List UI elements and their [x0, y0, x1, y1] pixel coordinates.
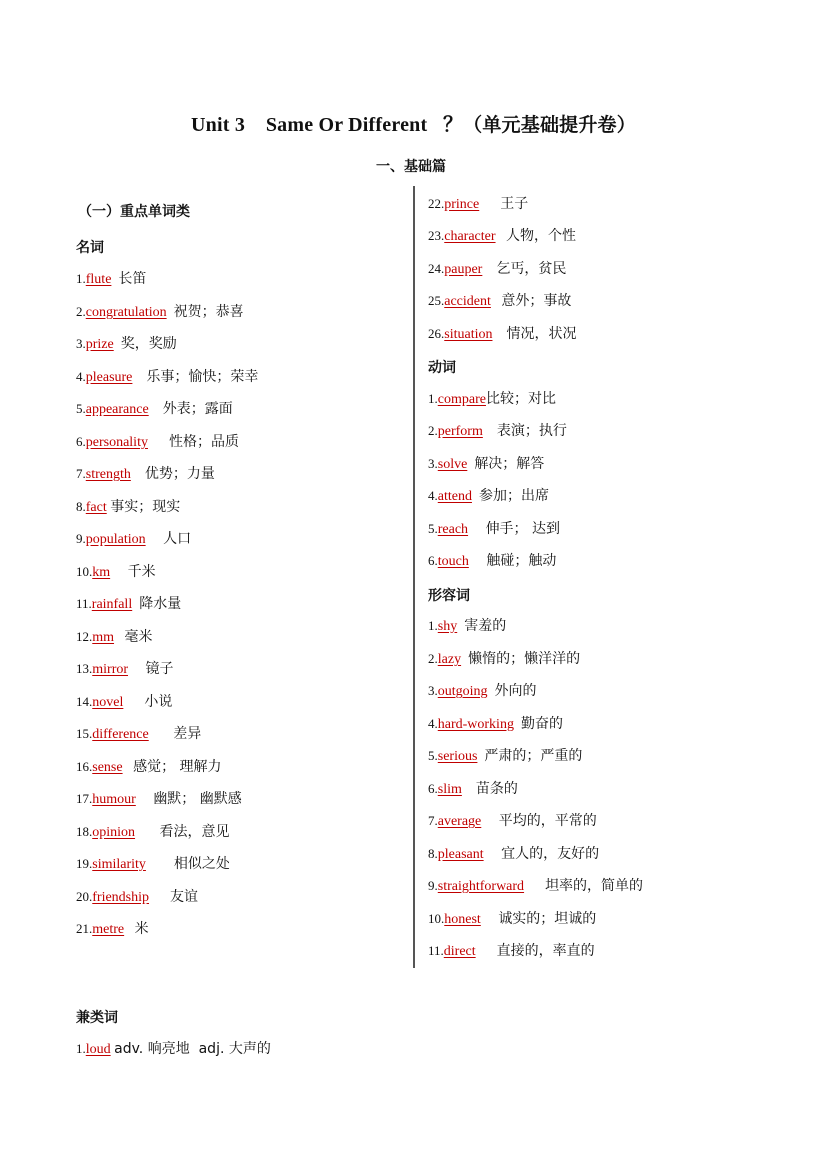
- nouns-heading: 名词: [76, 240, 104, 256]
- entry-meaning: 人口: [163, 531, 192, 547]
- entry-number: 8.: [428, 846, 438, 861]
- entry-word: character: [444, 229, 496, 244]
- entry-word: similarity: [92, 857, 146, 872]
- entry-number: 6.: [76, 434, 86, 449]
- entry-number: 11.: [76, 596, 92, 611]
- noun-entry: [76, 530, 191, 549]
- noun-entry: [76, 368, 258, 387]
- adjective-entry: [428, 682, 537, 701]
- entry-meaning: 坦率的，简单的: [545, 878, 644, 894]
- entry-meaning: 直接的，率直的: [496, 943, 595, 959]
- section-heading: （一）重点单词类: [78, 204, 190, 220]
- entry-word: straightforward: [437, 879, 525, 894]
- entry-meaning: 情况，状况: [506, 326, 577, 342]
- entry-word: fact: [85, 500, 107, 515]
- adjective-entry: [428, 942, 595, 961]
- entry-number: 2.: [428, 423, 438, 438]
- entry-word: rainfall: [91, 597, 133, 612]
- entry-meaning: 降水量: [139, 596, 182, 612]
- entry-word: compare: [437, 392, 486, 407]
- entry-number: 25.: [428, 293, 445, 308]
- noun-entry: [76, 920, 149, 939]
- entry-number: 21.: [76, 921, 93, 936]
- noun-entry: [428, 325, 576, 344]
- entry-word: appearance: [85, 402, 149, 417]
- noun-entry: [76, 400, 233, 419]
- entry-word: reach: [437, 522, 469, 537]
- entry-meaning: 参加；出席: [478, 488, 549, 504]
- multi-class-heading: 兼类词: [76, 1010, 118, 1026]
- verb-entry: [428, 455, 544, 474]
- adjective-entry: [428, 747, 582, 766]
- noun-entry: [76, 498, 180, 517]
- entry-number: 9.: [428, 878, 438, 893]
- entry-number: 11.: [428, 943, 444, 958]
- entry-meaning: 祝贺；恭喜: [173, 304, 244, 320]
- entry-meaning: 乞丐，贫民: [496, 261, 567, 277]
- entry-number: 10.: [428, 911, 445, 926]
- entry-word: prize: [85, 337, 114, 352]
- entry-word: prince: [444, 197, 480, 212]
- adjective-entry: [428, 617, 506, 636]
- entry-number: 3.: [428, 456, 438, 471]
- entry-meaning: 表演；执行: [496, 423, 567, 439]
- entry-word: congratulation: [85, 305, 167, 320]
- entry-word: personality: [85, 435, 148, 450]
- entry-number: 17.: [76, 791, 93, 806]
- entry-number: 19.: [76, 856, 93, 871]
- entry-number: 6.: [428, 553, 438, 568]
- adjective-entry: [428, 910, 596, 929]
- adjective-entry: [428, 877, 643, 896]
- entry-word: strength: [85, 467, 131, 482]
- entry-meaning: 比较；对比: [485, 391, 556, 407]
- noun-entry: [76, 823, 230, 842]
- entry-number: 6.: [428, 781, 438, 796]
- entry-number: 13.: [76, 661, 93, 676]
- entry-word: opinion: [92, 825, 136, 840]
- entry-number: 8.: [76, 499, 86, 514]
- entry-meaning: 伸手； 达到: [485, 521, 561, 537]
- entry-word: humour: [92, 792, 136, 807]
- entry-number: 5.: [428, 748, 438, 763]
- entry-meaning: 乐事；愉快；荣幸: [146, 369, 259, 385]
- noun-entry: [76, 888, 198, 907]
- entry-meaning: 千米: [127, 564, 156, 580]
- entry-meaning: 苗条的: [475, 781, 518, 797]
- entry-meaning: 宜人的，友好的: [501, 846, 600, 862]
- entry-number: 2.: [76, 304, 86, 319]
- entry-number: 10.: [76, 564, 93, 579]
- verb-entry: [428, 422, 567, 441]
- adjective-entry: [428, 780, 518, 799]
- entry-word: slim: [437, 782, 462, 797]
- entry-meaning: 平均的，平常的: [498, 813, 597, 829]
- entry-word: pleasure: [85, 370, 133, 385]
- entry-word: loud: [85, 1042, 111, 1057]
- entry-meaning: 感觉； 理解力: [133, 759, 222, 775]
- adjective-entry: [428, 715, 563, 734]
- noun-entry: [76, 790, 242, 809]
- adjective-entry: [428, 650, 580, 669]
- noun-entry: [76, 335, 177, 354]
- entry-number: 4.: [428, 488, 438, 503]
- page-title: [0, 108, 827, 137]
- entry-meaning: 小说: [144, 694, 173, 710]
- entry-meaning: 外表；露面: [162, 401, 233, 417]
- noun-entry: [428, 260, 566, 279]
- entry-meaning: 外向的: [494, 683, 537, 699]
- entry-number: 4.: [428, 716, 438, 731]
- title-name: Same Or Different: [265, 114, 428, 136]
- entry-word: population: [85, 532, 146, 547]
- entry-number: 26.: [428, 326, 445, 341]
- noun-entry: [428, 195, 528, 214]
- entry-word: average: [437, 814, 482, 829]
- entry-number: 7.: [76, 466, 86, 481]
- entry-meaning: 懒惰的；懒洋洋的: [468, 651, 581, 667]
- entry-number: 18.: [76, 824, 93, 839]
- entry-number: 4.: [76, 369, 86, 384]
- entry-number: 5.: [428, 521, 438, 536]
- entry-number: 15.: [76, 726, 93, 741]
- entry-meaning: 严肃的；严重的: [484, 748, 583, 764]
- entry-meaning: 勤奋的: [520, 716, 563, 732]
- entry-word: hard-working: [437, 717, 514, 732]
- entry-number: 22.: [428, 196, 445, 211]
- title-unit: Unit 3: [191, 114, 246, 136]
- title-mark: ？: [442, 114, 464, 136]
- entry-number: 7.: [428, 813, 438, 828]
- noun-entry: [76, 595, 181, 614]
- entry-number: 12.: [76, 629, 93, 644]
- entry-word: friendship: [92, 890, 150, 905]
- noun-entry: [76, 465, 215, 484]
- entry-word: serious: [437, 749, 478, 764]
- adjectives-heading: 形容词: [428, 588, 470, 604]
- entry-meaning: 王子: [500, 196, 529, 212]
- verb-entry: [428, 520, 560, 539]
- entry-word: shy: [437, 619, 458, 634]
- entry-meaning: 害羞的: [464, 618, 507, 634]
- entry-word: pauper: [444, 262, 483, 277]
- noun-entry: [76, 855, 230, 874]
- entry-meaning: adv. 响亮地 adj. 大声的: [114, 1041, 271, 1057]
- entry-meaning: 差异: [173, 726, 202, 742]
- entry-word: lazy: [437, 652, 462, 667]
- entry-word: direct: [443, 944, 476, 959]
- entry-meaning: 诚实的；坦诚的: [498, 911, 597, 927]
- entry-number: 23.: [428, 228, 445, 243]
- entry-word: perform: [437, 424, 483, 439]
- entry-meaning: 米: [134, 921, 149, 937]
- entry-word: situation: [444, 327, 493, 342]
- entry-number: 1.: [76, 1041, 86, 1056]
- entry-word: metre: [92, 922, 125, 937]
- entry-meaning: 优势；力量: [144, 466, 215, 482]
- noun-entry: [76, 628, 153, 647]
- entry-meaning: 意外；事故: [501, 293, 572, 309]
- entry-meaning: 触碰；触动: [486, 553, 557, 569]
- verb-entry: [428, 390, 556, 409]
- multi-class-entry: [76, 1040, 271, 1059]
- entry-meaning: 性格；品质: [168, 434, 239, 450]
- entry-word: solve: [437, 457, 468, 472]
- entry-meaning: 奖，奖励: [120, 336, 177, 352]
- noun-entry: [76, 660, 174, 679]
- entry-word: mirror: [92, 662, 129, 677]
- entry-word: km: [92, 565, 111, 580]
- entry-meaning: 幽默； 幽默感: [153, 791, 242, 807]
- entry-meaning: 解决；解答: [474, 456, 545, 472]
- noun-entry: [76, 563, 156, 582]
- entry-number: 16.: [76, 759, 93, 774]
- entry-number: 3.: [76, 336, 86, 351]
- entry-word: mm: [92, 630, 115, 645]
- verbs-heading: 动词: [428, 360, 456, 376]
- noun-entry: [76, 270, 146, 289]
- entry-word: novel: [92, 695, 124, 710]
- entry-word: touch: [437, 554, 469, 569]
- noun-entry: [76, 433, 239, 452]
- entry-word: honest: [444, 912, 481, 927]
- entry-number: 14.: [76, 694, 93, 709]
- noun-entry: [428, 227, 576, 246]
- noun-entry: [76, 303, 244, 322]
- adjective-entry: [428, 845, 599, 864]
- title-suffix: （单元基础提升卷）: [463, 114, 636, 136]
- entry-number: 9.: [76, 531, 86, 546]
- entry-number: 24.: [428, 261, 445, 276]
- entry-word: sense: [92, 760, 123, 775]
- entry-meaning: 相似之处: [173, 856, 230, 872]
- entry-number: 1.: [428, 618, 438, 633]
- entry-word: difference: [92, 727, 149, 742]
- entry-word: pleasant: [437, 847, 484, 862]
- entry-meaning: 友谊: [170, 889, 199, 905]
- entry-meaning: 事实；现实: [110, 499, 181, 515]
- entry-meaning: 看法，意见: [159, 824, 230, 840]
- entry-number: 3.: [428, 683, 438, 698]
- entry-meaning: 镜子: [145, 661, 174, 677]
- entry-meaning: 人物，个性: [506, 228, 577, 244]
- verb-entry: [428, 552, 556, 571]
- noun-entry: [76, 725, 201, 744]
- entry-word: outgoing: [437, 684, 488, 699]
- entry-number: 5.: [76, 401, 86, 416]
- entry-word: attend: [437, 489, 472, 504]
- noun-entry: [428, 292, 571, 311]
- verb-entry: [428, 487, 549, 506]
- noun-entry: [76, 693, 172, 712]
- entry-meaning: 长笛: [118, 271, 147, 287]
- adjective-entry: [428, 812, 597, 831]
- entry-number: 1.: [428, 391, 438, 406]
- entry-meaning: 毫米: [124, 629, 153, 645]
- entry-number: 1.: [76, 271, 86, 286]
- noun-entry: [76, 758, 222, 777]
- entry-word: flute: [85, 272, 112, 287]
- entry-word: accident: [444, 294, 491, 309]
- section-subtitle: 一、基础篇: [376, 159, 446, 175]
- column-divider: [413, 186, 415, 968]
- entry-number: 20.: [76, 889, 93, 904]
- entry-number: 2.: [428, 651, 438, 666]
